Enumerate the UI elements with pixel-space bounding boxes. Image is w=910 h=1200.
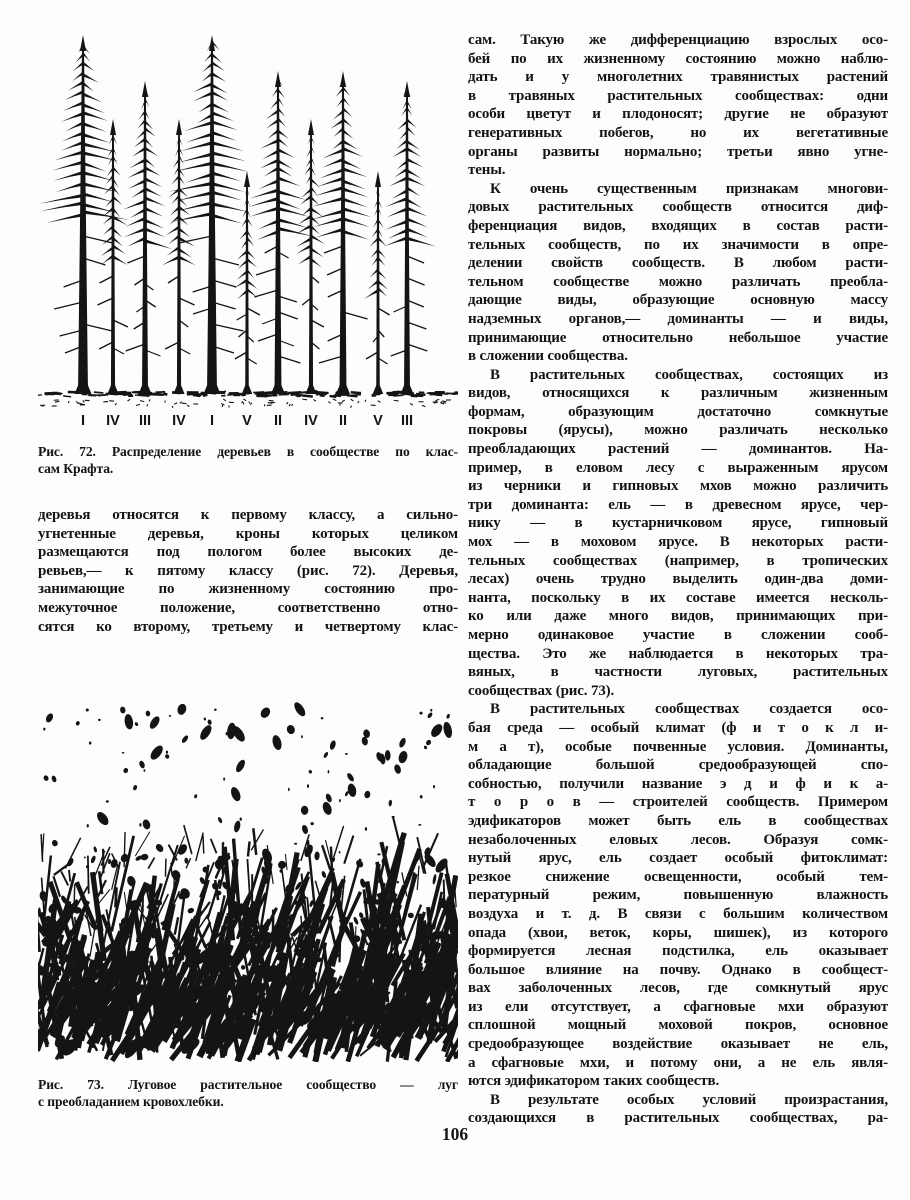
paragraph xyxy=(38,443,458,477)
paragraph xyxy=(468,180,888,366)
text-line: тельном сообществе можно различать преобла- xyxy=(468,273,888,290)
text-line: три доминанта: ель — в древесном ярусе, чер- xyxy=(468,496,888,513)
text-line: видов, относящихся к различным жизненным xyxy=(468,385,888,402)
paragraph xyxy=(468,1091,888,1128)
text-line: нутый ярус, ель создает особый фитоклимат: xyxy=(468,850,888,867)
text-line: в травяных растительных сообществах: одни xyxy=(468,87,888,104)
text-line: формируется лесная подстилка, ель оказывает xyxy=(468,943,888,960)
text-line: нанта, поскольку в их составе имеется несколь- xyxy=(468,589,888,606)
figure-72-caption xyxy=(38,443,458,477)
text-line: тельных сообществах (например, в тропических xyxy=(468,552,888,569)
text-line: Рис. 73. Луговое растительное сообщество — луг xyxy=(38,1077,458,1092)
left-column-text xyxy=(38,506,458,636)
tree-stand xyxy=(39,35,436,394)
text-line: из ели отсутствует, а сфагновые мхи образуют xyxy=(468,998,888,1015)
text-line: В результате особых условий произрастания, xyxy=(490,1091,888,1108)
right-column-text xyxy=(468,31,888,1128)
text-line: вах заболоченных лесов, где сомкнутый ярус xyxy=(468,980,888,997)
text-line: надземных органов,— доминанты — и виды, xyxy=(468,310,888,327)
text-line: пример, в еловом лесу с выраженным ярусом xyxy=(468,459,888,476)
text-line: формам, образующим достаточно сомкнутые xyxy=(468,403,888,420)
text-line: средообразующее воздействие оказывает не ель, xyxy=(468,1036,888,1053)
text-line: преобладающих растений — доминантов. На- xyxy=(468,441,888,458)
text-line: В растительных сообществах, состоящих из xyxy=(490,366,888,383)
ground xyxy=(38,391,458,408)
tree xyxy=(97,119,127,394)
kraft-class-label: II xyxy=(338,413,348,429)
text-line: из черники и гипновых мхов можно различить xyxy=(468,478,888,495)
paragraph xyxy=(38,506,458,636)
text-line: м а т), особые почвенные условия. Доминанты, xyxy=(468,738,888,755)
kraft-class-label: V xyxy=(242,413,252,429)
text-line: собностью, получили название э д и ф и к а- xyxy=(468,775,888,792)
tree xyxy=(312,71,371,394)
figure-73-illustration xyxy=(38,700,458,1062)
figure-72-illustration xyxy=(38,26,458,430)
text-line: органы развиты нормально; третьи явно угне- xyxy=(468,143,888,160)
text-line: бая среда — особый климат (ф и т о к л и- xyxy=(468,719,888,736)
text-line: бей по их жизненному состоянию можно наблю- xyxy=(468,50,888,67)
kraft-class-label: IV xyxy=(172,413,186,429)
text-line: генеративных побегов, но их вегетативные xyxy=(468,124,888,141)
text-line: в сложении сообщества. xyxy=(468,348,628,365)
text-line: деревья относятся к первому классу, а сильно- xyxy=(38,507,458,523)
text-line: обладающие большой средообразующей спо- xyxy=(468,757,888,774)
text-line: лесах) очень трудно выделить один-два доми- xyxy=(468,571,888,588)
text-line: опада (хвои, веток, коры, шишек), из которого xyxy=(468,924,888,941)
text-line: покровы (ярусы), можно различать несколько xyxy=(468,422,888,439)
text-line: сплошной мощный моховой покров, основное xyxy=(468,1017,888,1034)
kraft-class-label: II xyxy=(273,413,283,429)
text-line: тельных сообществ, по их значимости в опре- xyxy=(468,236,888,253)
text-line: Рис. 72. Распределение деревьев в сообществе по клас- xyxy=(38,444,458,459)
text-line: занимающие по жизненному состоянию про- xyxy=(38,581,458,598)
text-line: создающихся в растительных сообществах, ра- xyxy=(468,1110,888,1127)
text-line: К очень существенным признакам многови- xyxy=(490,180,888,197)
tree xyxy=(123,81,172,394)
tree xyxy=(39,35,130,394)
text-line: вяных, в частности луговых, растительных xyxy=(468,664,888,681)
paragraph xyxy=(38,1076,458,1110)
text-line: с преобладанием кровохлебки. xyxy=(38,1094,224,1109)
text-line: угнетенные деревья, кроны которых целиком xyxy=(38,525,458,542)
text-line: пературный режим, повышенную влажность xyxy=(468,887,888,904)
paragraph xyxy=(468,700,888,1090)
tree xyxy=(384,81,436,394)
figure-73-caption xyxy=(38,1076,458,1110)
text-line: В растительных сообществах создается осо- xyxy=(490,701,888,718)
kraft-class-label: III xyxy=(138,413,152,429)
kraft-class-label: I xyxy=(209,413,215,429)
kraft-class-label: IV xyxy=(304,413,318,429)
text-line: сятся ко второму, третьему и четвертому клас- xyxy=(38,618,458,635)
text-line: особи цветут и плодоносят; другие не образуют xyxy=(468,106,888,123)
page-number: 106 xyxy=(441,1124,469,1144)
kraft-class-label: I xyxy=(80,413,86,429)
text-line: ко или даже много видов, принимающих при- xyxy=(468,608,888,625)
text-line: эдификаторов может быть ель в сообществах xyxy=(468,812,888,829)
text-line: тены. xyxy=(468,162,506,179)
text-line: незаболоченных еловых лесов. Образуя сомк- xyxy=(468,831,888,848)
text-line: принимающие относительно небольшое участие xyxy=(468,329,888,346)
kraft-class-label: IV xyxy=(106,413,120,429)
text-line: сам. Такую же дифференциацию взрослых осо- xyxy=(468,32,888,48)
text-line: межуточное положение, соответственно отно- xyxy=(38,599,458,616)
text-line: нику — в кустарничковом ярусе, гипновый xyxy=(468,515,888,532)
text-line: ются эдификатором таких сообществ. xyxy=(468,1073,720,1090)
meadow-texture xyxy=(38,701,458,1062)
tree xyxy=(162,119,196,394)
tree xyxy=(296,119,325,394)
text-line: большое влияние на почву. Однако в сообщест- xyxy=(468,961,888,978)
tree xyxy=(364,171,389,394)
text-line: делении свойств сообществ. В любом расти- xyxy=(468,255,888,272)
kraft-class-label: III xyxy=(400,413,414,429)
paragraph xyxy=(468,31,888,180)
tree xyxy=(248,71,314,394)
text-line: сообществах (рис. 73). xyxy=(468,682,615,699)
text-line: размещаются под пологом более высоких де- xyxy=(38,544,458,561)
text-line: резкое снижение освещенности, особый тем- xyxy=(468,868,888,885)
text-line: ревьев,— к пятому классу (рис. 72). Деревья, xyxy=(38,562,458,579)
paragraph xyxy=(468,366,888,701)
text-line: а сфагновые мхи, и потому они, а не ель явля- xyxy=(468,1054,888,1071)
text-line: мерно одинаковое участие в сложении сооб- xyxy=(468,627,888,643)
text-line: сам Крафта. xyxy=(38,461,114,476)
text-line: дающие виды, образующие основную массу xyxy=(468,292,888,309)
text-line: дать и у многолетних травянистых растений xyxy=(468,69,888,86)
text-line: щества. Это же наблюдается в некоторых тра- xyxy=(468,645,888,662)
text-line: воздуха и т. д. В связи с большим количеством xyxy=(468,905,888,922)
kraft-class-label: V xyxy=(373,413,383,429)
text-line: т о р о в — строителей сообществ. Примером xyxy=(468,794,888,811)
text-line: ференциация видов, входящих в состав расти- xyxy=(468,217,888,234)
text-line: довых растительных сообществ относится диф- xyxy=(468,199,888,216)
text-line: мох — в моховом ярусе. В некоторых расти- xyxy=(468,534,888,551)
